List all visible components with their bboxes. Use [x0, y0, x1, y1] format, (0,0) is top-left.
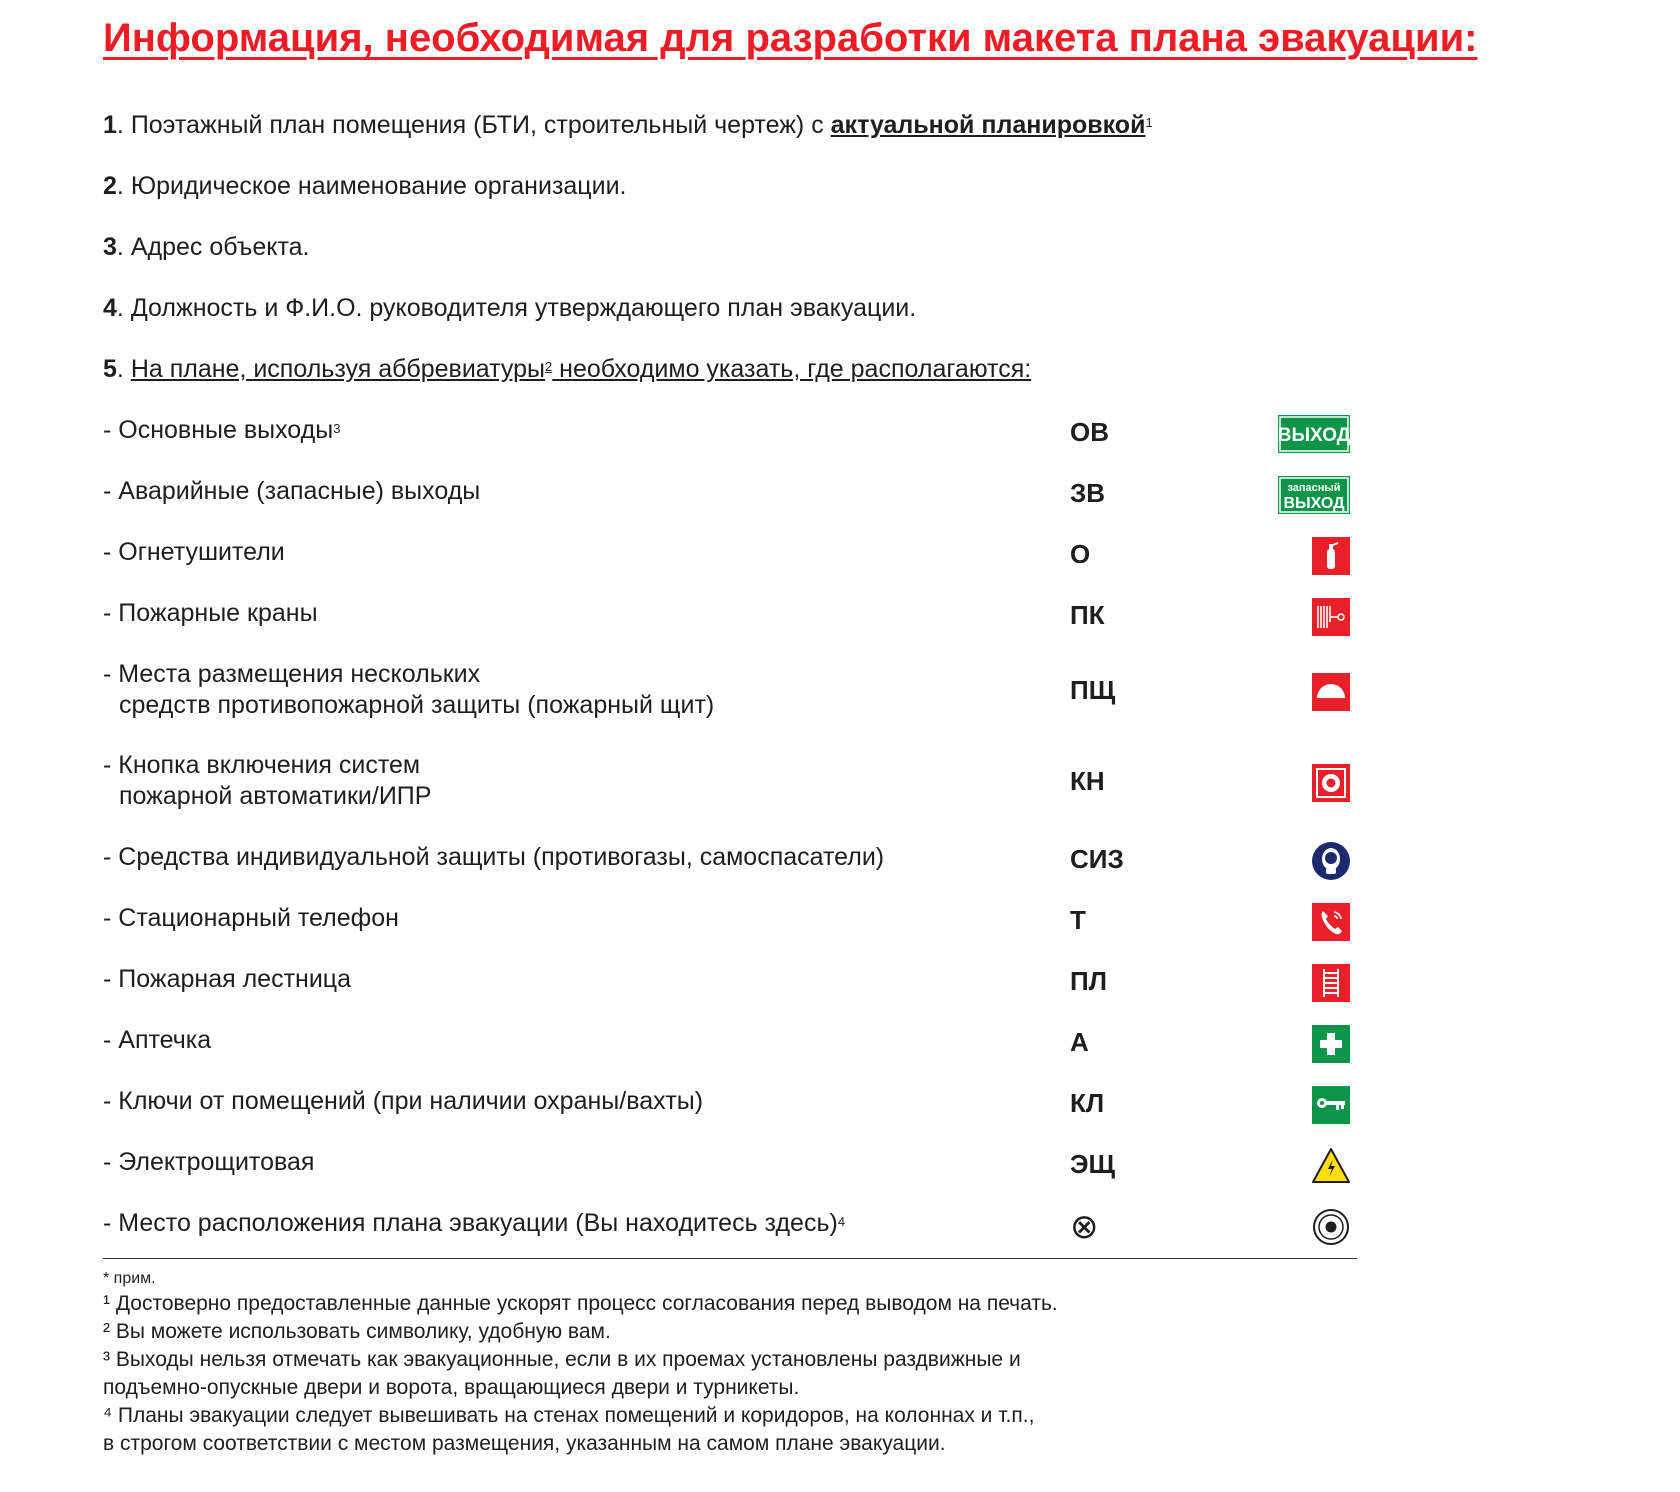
footnote-ref: 1	[1145, 115, 1153, 130]
item-label: - Огнетушители	[103, 538, 285, 566]
item-label	[103, 1208, 845, 1239]
requirement-separator: .	[116, 111, 131, 139]
emergency-exit-sign-text: ВЫХОД	[1283, 495, 1345, 512]
footnote-divider	[103, 1258, 1357, 1259]
fire-equipment-icon	[1278, 673, 1350, 711]
footnote-ref: 2	[544, 359, 553, 374]
fire-alarm-button-icon	[1278, 764, 1350, 802]
requirement-text: Юридическое наименование организации.	[130, 172, 627, 200]
item-label: - Ключи от помещений (при наличии охраны/вахты)	[103, 1087, 704, 1115]
item-abbr: Т	[1070, 905, 1086, 935]
requirement-number: 2	[103, 172, 117, 200]
item-label: - Пожарная лестница	[103, 965, 352, 993]
requirement-number: 3	[103, 233, 117, 261]
footnote-line: в строгом соответствии с местом размещения, указанным на самом плане эвакуации.	[103, 1432, 946, 1455]
requirement-number: 4	[103, 294, 117, 322]
requirement-5	[103, 354, 1031, 384]
item-label-text: - Основные выходы	[103, 416, 334, 444]
fire-hose-icon	[1278, 598, 1350, 636]
requirement-text-cont: необходимо указать, где располагаются:	[552, 355, 1032, 383]
requirement-number: 5	[103, 355, 117, 383]
requirement-3	[103, 232, 310, 262]
emergency-exit-sign-top: запасный	[1287, 482, 1341, 494]
item-label-line2: средств противопожарной защиты (пожарный щит)	[119, 691, 715, 719]
requirement-text: На плане, используя аббревиатуры	[130, 355, 545, 383]
fire-ladder-icon	[1278, 964, 1350, 1002]
footnote-line: подъемно-опускные двери и ворота, вращающиеся двери и турникеты.	[103, 1376, 800, 1399]
footnote-line: ³ Выходы нельзя отмечать как эвакуационные, если в их проемах установлены раздвижные и	[103, 1348, 1021, 1371]
exit-sign-text: ВЫХОД	[1278, 425, 1350, 446]
requirement-separator: .	[116, 233, 131, 261]
emergency-exit-sign-icon	[1278, 476, 1350, 514]
item-abbr: КН	[1070, 766, 1105, 796]
item-label: - Стационарный телефон	[103, 904, 399, 932]
requirement-emphasis: актуальной планировкой	[830, 111, 1146, 139]
electrical-hazard-icon	[1278, 1147, 1350, 1185]
item-abbr: ПЩ	[1070, 675, 1116, 705]
item-abbr: ПЛ	[1070, 966, 1107, 996]
page-title: Информация, необходимая для разработки макета плана эвакуации:	[103, 16, 1478, 60]
item-abbr: КЛ	[1070, 1088, 1105, 1118]
fire-extinguisher-icon	[1278, 537, 1350, 575]
item-label-text: - Место расположения плана эвакуации (Вы находитесь здесь)	[103, 1209, 838, 1237]
requirement-separator: .	[116, 172, 131, 200]
requirement-4	[103, 293, 916, 323]
item-abbr: СИЗ	[1070, 844, 1124, 874]
key-icon	[1278, 1086, 1350, 1124]
exit-sign-icon	[1278, 415, 1350, 453]
item-label-line2: пожарной автоматики/ИПР	[119, 782, 432, 810]
item-abbr: ⊗	[1070, 1208, 1099, 1246]
footnote-ref: 3	[333, 421, 341, 436]
footnote-ref: 4	[837, 1214, 846, 1229]
item-label: - Аптечка	[103, 1026, 212, 1054]
item-label	[103, 750, 431, 812]
footnote-line: ² Вы можете использовать символику, удобную вам.	[103, 1320, 611, 1343]
item-label: - Пожарные краны	[103, 599, 318, 627]
requirement-text: Должность и Ф.И.О. руководителя утверждающего план эвакуации.	[130, 294, 917, 322]
requirement-text: Адрес объекта.	[130, 233, 310, 261]
item-abbr: ЗВ	[1070, 478, 1106, 508]
item-abbr: ПК	[1070, 600, 1105, 630]
item-label	[103, 659, 714, 721]
item-abbr: А	[1070, 1027, 1089, 1057]
requirement-separator: .	[116, 355, 131, 383]
requirement-text: Поэтажный план помещения (БТИ, строительный чертеж) с	[130, 111, 831, 139]
gas-mask-icon	[1278, 842, 1350, 880]
footnote-heading: * прим.	[103, 1270, 156, 1287]
item-label	[103, 415, 340, 446]
you-are-here-icon	[1278, 1208, 1350, 1246]
requirement-1	[103, 110, 1153, 140]
requirement-number: 1	[103, 111, 117, 139]
footnote-line: ¹ Достоверно предоставленные данные ускорят процесс согласования перед выводом на печать.	[103, 1292, 1058, 1315]
item-label-line1: - Места размещения нескольких	[103, 660, 481, 688]
item-label: - Аварийные (запасные) выходы	[103, 477, 481, 505]
requirement-2	[103, 171, 627, 201]
footnotes	[103, 1268, 1403, 1458]
item-abbr: ЭЩ	[1070, 1149, 1115, 1179]
first-aid-icon	[1278, 1025, 1350, 1063]
item-label: - Средства индивидуальной защиты (противогазы, самоспасатели)	[103, 843, 885, 871]
requirement-separator: .	[116, 294, 131, 322]
item-abbr: О	[1070, 539, 1091, 569]
item-label: - Электрощитовая	[103, 1148, 315, 1176]
item-label-line1: - Кнопка включения систем	[103, 751, 421, 779]
phone-icon	[1278, 903, 1350, 941]
item-abbr: ОВ	[1070, 417, 1109, 447]
footnote-line: ⁴ Планы эвакуации следует вывешивать на стенах помещений и коридоров, на колоннах и т.п.,	[103, 1404, 1035, 1427]
